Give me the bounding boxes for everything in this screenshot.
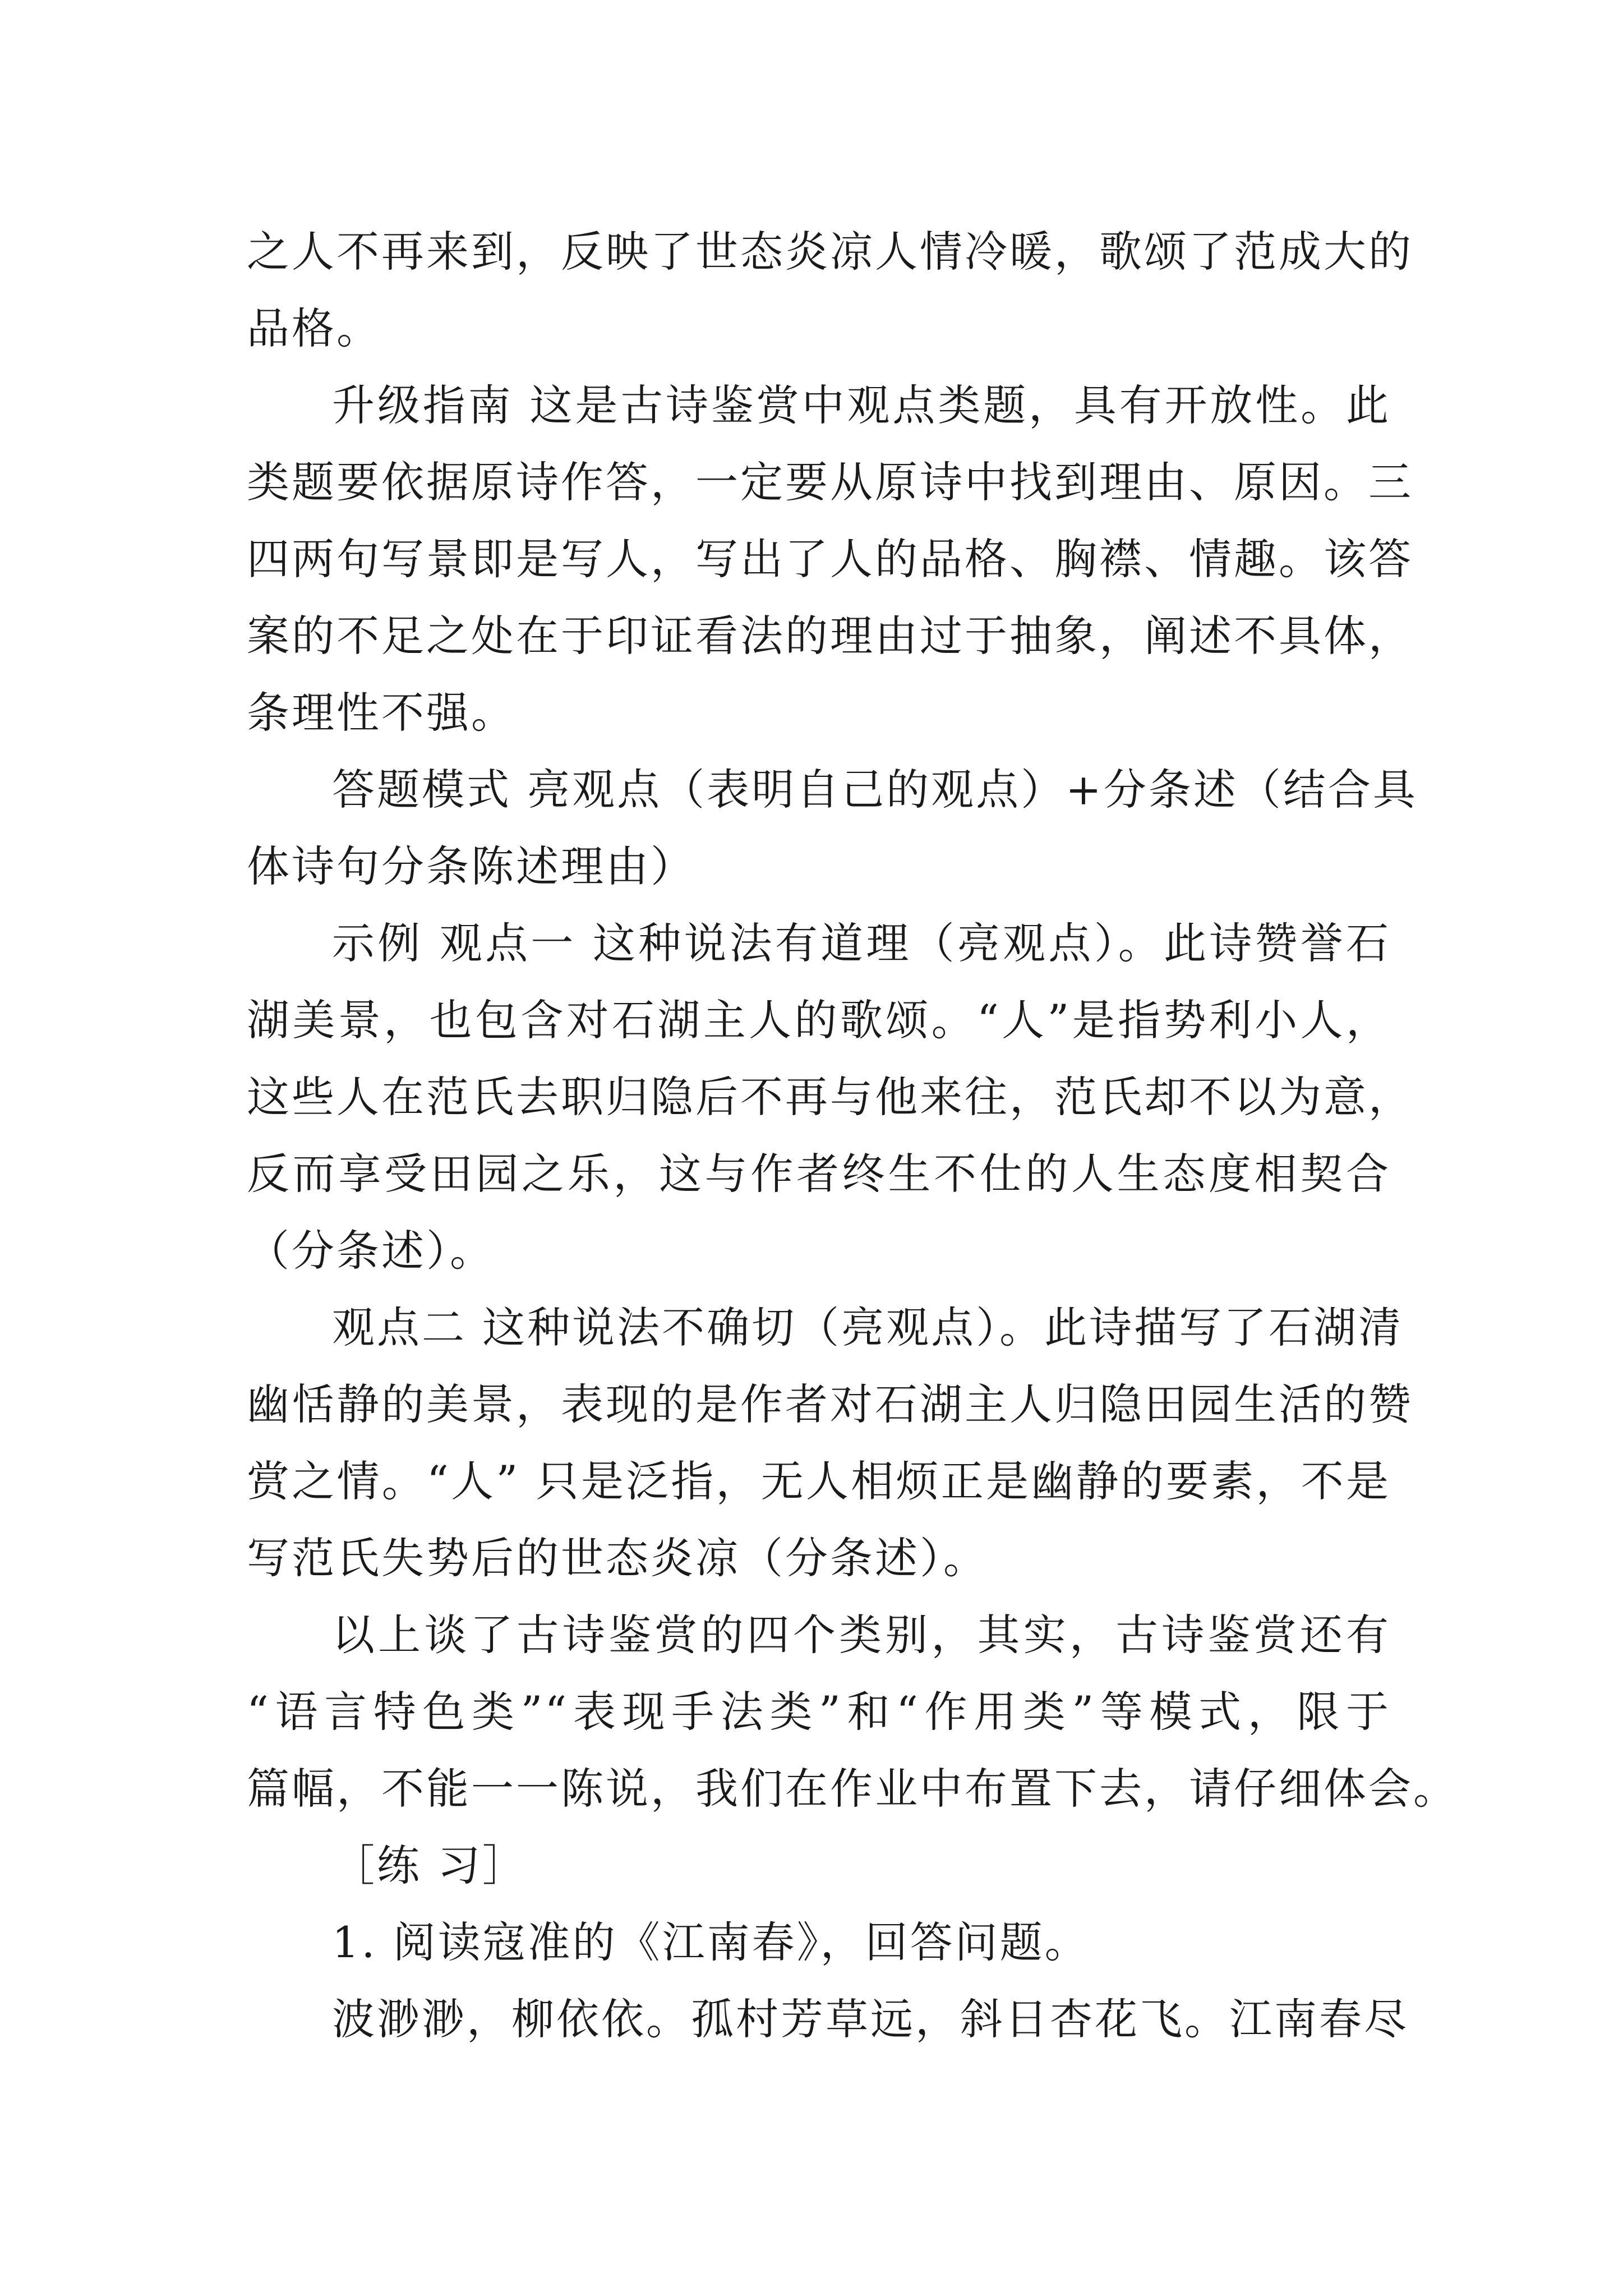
example-line-1: 示例 观点一 这种说法有道理（亮观点）。此诗赞誉石 (332, 918, 1391, 968)
answer-pattern-line-2: 体诗句分条陈述理由） (247, 841, 695, 891)
upgrade-guide-line-5: 条理性不强。 (247, 688, 516, 738)
text-line-1: 之人不再来到，反映了世态炎凉人情冷暖，歌颂了范成大的 (247, 227, 1413, 277)
example-line-4: 反而享受田园之乐，这与作者终生不仕的人生态度相契合 (247, 1149, 1391, 1199)
exercise-heading: ［练 习］ (332, 1841, 528, 1890)
summary-line-2: “语言特色类”“表现手法类”和“作用类”等模式，限于 (247, 1687, 1391, 1737)
summary-line-3: 篇幅，不能一一陈说，我们在作业中布置下去，请仔细体会。 (247, 1764, 1458, 1814)
example-line-5: （分条述）。 (247, 1226, 495, 1276)
viewpoint-two-line-3: 赏之情。“人” 只是泛指，无人相烦正是幽静的要素，不是 (247, 1456, 1391, 1506)
upgrade-guide-line-1: 升级指南 这是古诗鉴赏中观点类题，具有开放性。此 (332, 380, 1391, 430)
text-line-2: 品格。 (247, 303, 381, 353)
viewpoint-two-line-2: 幽恬静的美景，表现的是作者对石湖主人归隐田园生活的赞 (247, 1379, 1413, 1429)
poem-line: 波渺渺，柳依依。孤村芳草远，斜日杏花飞。江南春尽 (332, 1994, 1409, 2044)
example-line-3: 这些人在范氏去职归隐后不再与他来往，范氏却不以为意， (247, 1072, 1413, 1122)
upgrade-guide-line-4: 案的不足之处在于印证看法的理由过于抽象，阐述不具体， (247, 611, 1413, 661)
viewpoint-two-line-1: 观点二 这种说法不确切（亮观点）。此诗描写了石湖清 (332, 1303, 1404, 1352)
document-page (247, 213, 1458, 2058)
upgrade-guide-line-2: 类题要依据原诗作答，一定要从原诗中找到理由、原因。三 (247, 457, 1413, 507)
example-line-2: 湖美景，也包含对石湖主人的歌颂。“人”是指势利小人， (247, 995, 1391, 1045)
viewpoint-two-line-4: 写范氏失势后的世态炎凉（分条述）。 (247, 1533, 988, 1583)
question-1: 1. 阅读寇准的《江南春》，回答问题。 (332, 1917, 1090, 1967)
answer-pattern-line-1: 答题模式 亮观点（表明自己的观点）+分条述（结合具 (332, 765, 1418, 815)
summary-line-1: 以上谈了古诗鉴赏的四个类别，其实，古诗鉴赏还有 (332, 1610, 1391, 1660)
upgrade-guide-line-3: 四两句写景即是写人，写出了人的品格、胸襟、情趣。该答 (247, 534, 1413, 584)
